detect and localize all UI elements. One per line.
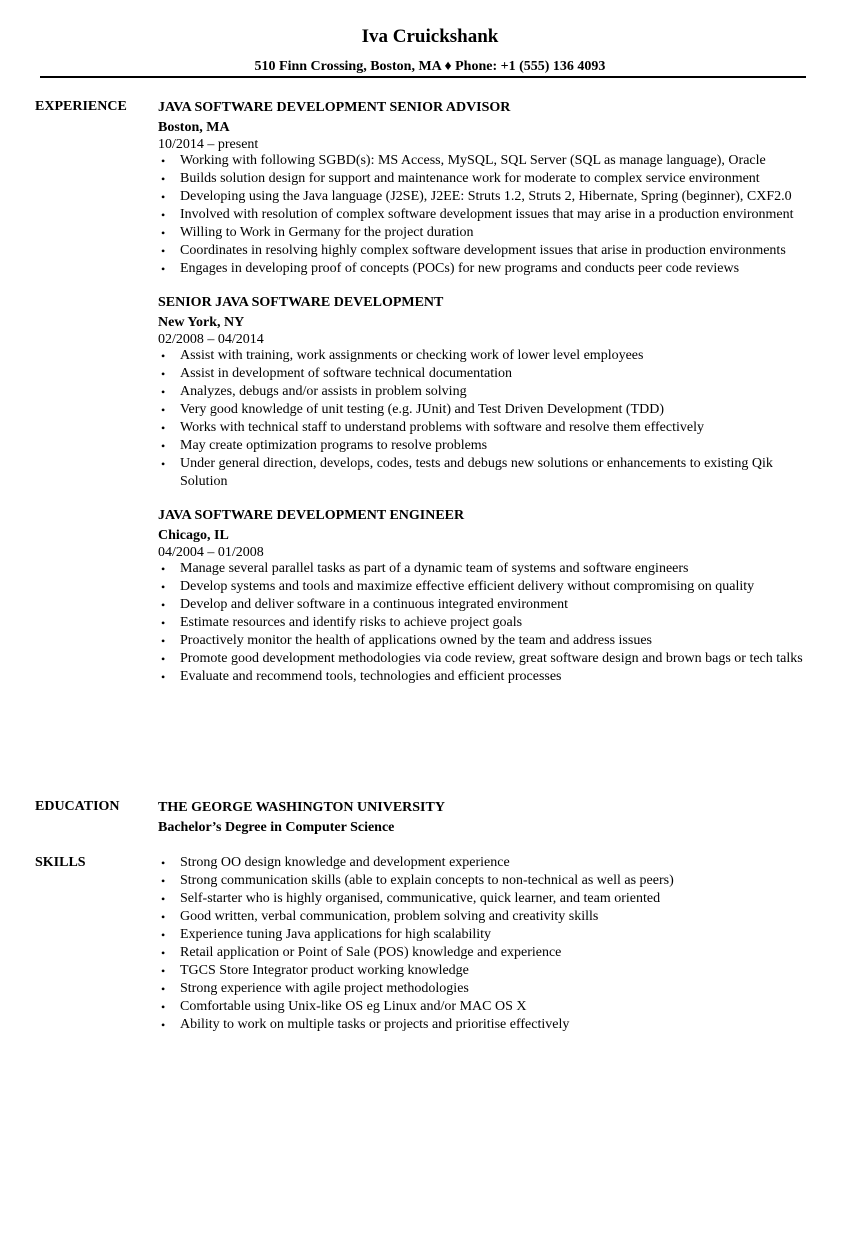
- candidate-name: Iva Cruickshank: [361, 26, 499, 47]
- job-dates: 04/2004 – 01/2008: [158, 545, 264, 560]
- job-title: JAVA SOFTWARE DEVELOPMENT ENGINEER: [158, 508, 465, 523]
- job-bullets: [158, 152, 808, 278]
- job-location: New York, NY: [158, 315, 245, 330]
- list-item: • Builds solution design for support and maintenance work for moderate to complex service environment: [158, 170, 808, 188]
- education-body: [158, 799, 808, 837]
- list-item: • Coordinates in resolving highly complex software development issues that arise in production environments: [158, 242, 808, 260]
- contact-line: 510 Finn Crossing, Boston, MA ♦ Phone: +1 (555) 136 4093: [254, 59, 606, 74]
- list-item: • Comfortable using Unix-like OS eg Linux and/or MAC OS X: [158, 998, 808, 1016]
- list-item: • Strong experience with agile project methodologies: [158, 980, 808, 998]
- list-item: • Ability to work on multiple tasks or projects and prioritise effectively: [158, 1016, 808, 1034]
- list-item: • Strong OO design knowledge and development experience: [158, 854, 808, 872]
- list-item: • Under general direction, develops, codes, tests and debugs new solutions or enhancements to existing Qik Solution: [158, 455, 808, 491]
- list-item: • Willing to Work in Germany for the project duration: [158, 224, 808, 242]
- list-item: • Assist in development of software technical documentation: [158, 365, 808, 383]
- job-entry: [158, 99, 808, 278]
- list-item: • Good written, verbal communication, problem solving and creativity skills: [158, 908, 808, 926]
- list-item: • Engages in developing proof of concepts (POCs) for new programs and conducts peer code reviews: [158, 260, 808, 278]
- list-item: • Involved with resolution of complex software development issues that may arise in a production environment: [158, 206, 808, 224]
- section-title-skills: SKILLS: [35, 855, 86, 870]
- degree: Bachelor’s Degree in Computer Science: [158, 820, 395, 835]
- list-item: • Retail application or Point of Sale (POS) knowledge and experience: [158, 944, 808, 962]
- skills-list: [158, 854, 808, 1034]
- list-item: • Strong communication skills (able to explain concepts to non-technical as well as peers): [158, 872, 808, 890]
- list-item: • Analyzes, debugs and/or assists in problem solving: [158, 383, 808, 401]
- skills-body: [158, 854, 808, 1034]
- list-item: • Self-starter who is highly organised, communicative, quick learner, and team oriented: [158, 890, 808, 908]
- job-title: JAVA SOFTWARE DEVELOPMENT SENIOR ADVISOR: [158, 100, 511, 115]
- experience-body: [158, 99, 808, 702]
- list-item: • Developing using the Java language (J2SE), J2EE: Struts 1.2, Struts 2, Hibernate, Spring (beginner), CXF2.0: [158, 188, 808, 206]
- list-item: • Promote good development methodologies via code review, great software design and brown bags or tech talks: [158, 650, 808, 668]
- list-item: • Experience tuning Java applications for high scalability: [158, 926, 808, 944]
- section-title-education: EDUCATION: [35, 799, 120, 814]
- job-location: Chicago, IL: [158, 528, 229, 543]
- section-title-experience: EXPERIENCE: [35, 99, 127, 114]
- list-item: • May create optimization programs to resolve problems: [158, 437, 808, 455]
- job-bullets: [158, 560, 808, 686]
- list-item: • Develop and deliver software in a continuous integrated environment: [158, 596, 808, 614]
- job-dates: 02/2008 – 04/2014: [158, 332, 264, 347]
- job-title: SENIOR JAVA SOFTWARE DEVELOPMENT: [158, 295, 444, 310]
- list-item: • Estimate resources and identify risks to achieve project goals: [158, 614, 808, 632]
- list-item: • Develop systems and tools and maximize effective efficient delivery without compromising on quality: [158, 578, 808, 596]
- job-location: Boston, MA: [158, 120, 230, 135]
- job-entry: [158, 294, 808, 491]
- header-divider: [40, 76, 806, 78]
- school-name: THE GEORGE WASHINGTON UNIVERSITY: [158, 800, 445, 815]
- list-item: • Works with technical staff to understand problems with software and resolve them effectively: [158, 419, 808, 437]
- list-item: • Very good knowledge of unit testing (e.g. JUnit) and Test Driven Development (TDD): [158, 401, 808, 419]
- list-item: • Manage several parallel tasks as part of a dynamic team of systems and software engineers: [158, 560, 808, 578]
- job-entry: [158, 507, 808, 686]
- resume-header: [0, 0, 860, 76]
- list-item: • Working with following SGBD(s): MS Access, MySQL, SQL Server (SQL as manage language), Oracle: [158, 152, 808, 170]
- list-item: • Assist with training, work assignments or checking work of lower level employees: [158, 347, 808, 365]
- job-dates: 10/2014 – present: [158, 137, 259, 152]
- job-bullets: [158, 347, 808, 491]
- list-item: • TGCS Store Integrator product working knowledge: [158, 962, 808, 980]
- list-item: • Evaluate and recommend tools, technologies and efficient processes: [158, 668, 808, 686]
- list-item: • Proactively monitor the health of applications owned by the team and address issues: [158, 632, 808, 650]
